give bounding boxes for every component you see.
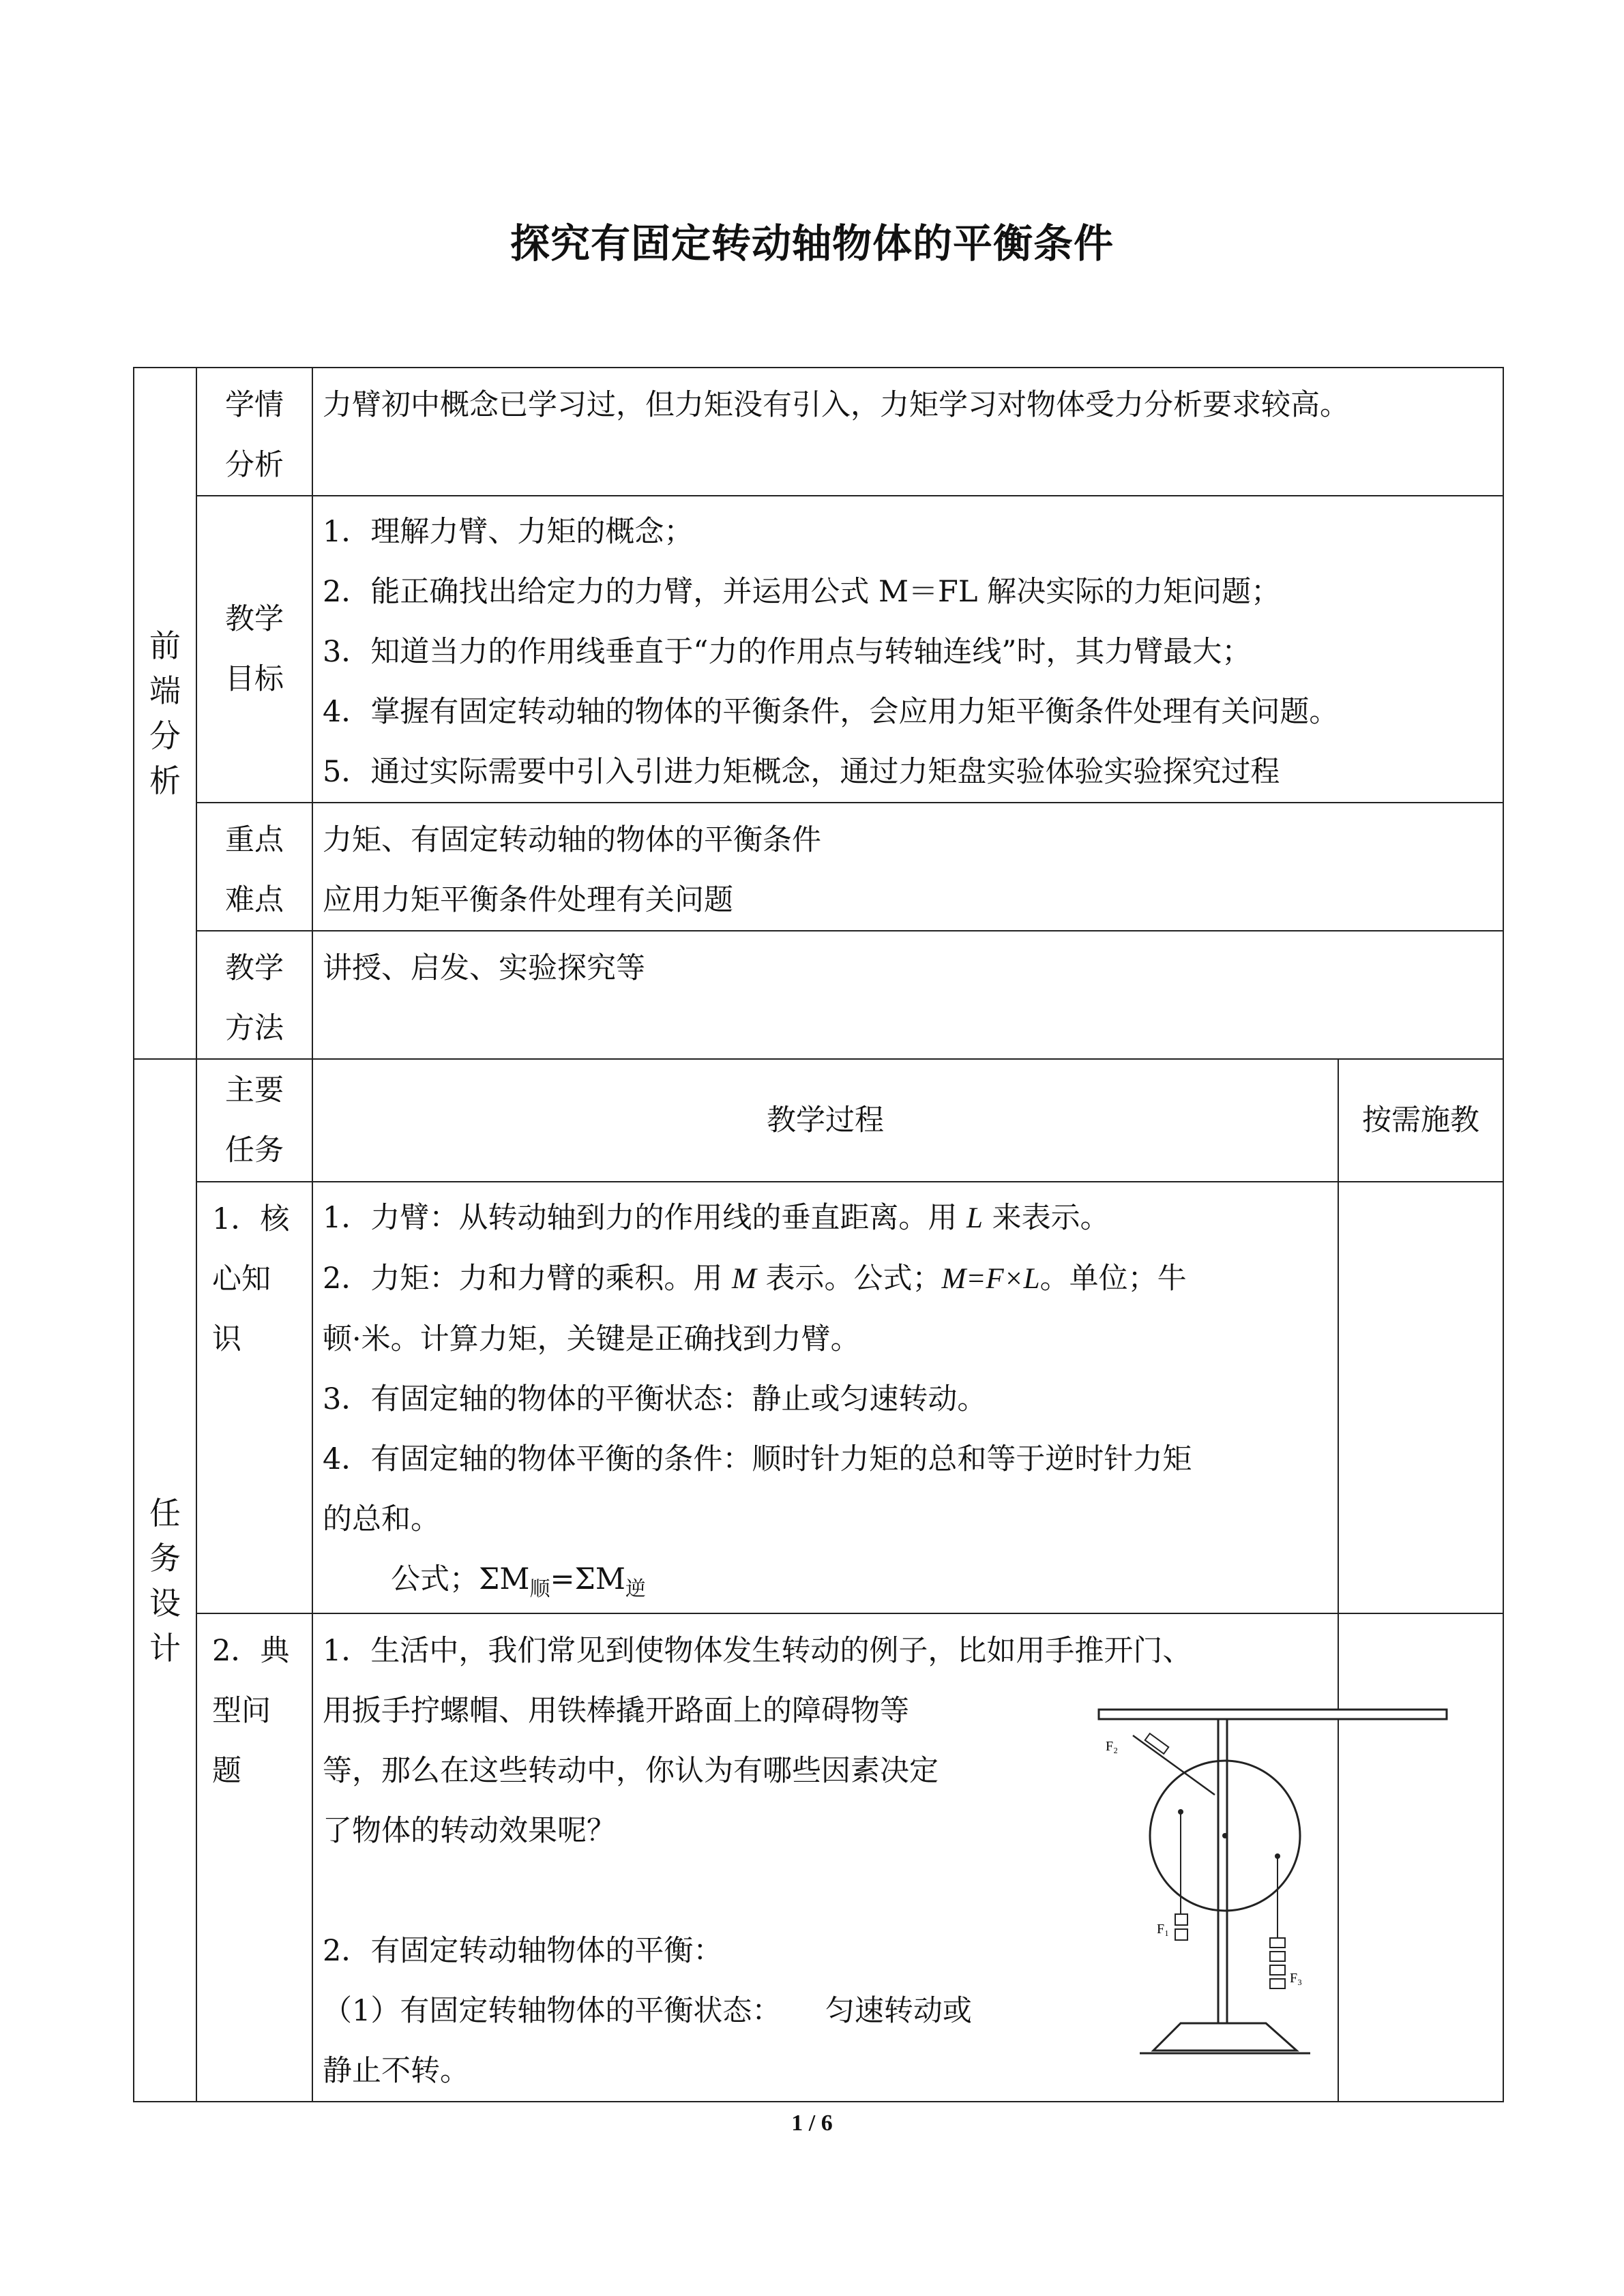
label-line: 难点 bbox=[225, 883, 284, 917]
side-char: 析 bbox=[149, 762, 181, 799]
extra-core-knowledge bbox=[1338, 1182, 1503, 1613]
f3-weight bbox=[1270, 1938, 1285, 1948]
f2-label: F₂ bbox=[1106, 1739, 1119, 1754]
task-line: 型问 bbox=[212, 1694, 271, 1728]
label-teaching-method bbox=[196, 931, 312, 1059]
task-line: 2．典 bbox=[212, 1634, 290, 1668]
row-teaching-method bbox=[134, 931, 1503, 1059]
typical-line: 等，那么在这些转动中，你认为有哪些因素决定 bbox=[323, 1754, 939, 1788]
side-char: 端 bbox=[149, 672, 181, 709]
label-line: 方法 bbox=[225, 1011, 284, 1045]
disk-axis bbox=[1222, 1833, 1228, 1838]
f3-weight bbox=[1270, 1965, 1285, 1975]
side-char: 计 bbox=[149, 1629, 181, 1667]
task-line: 1．核 bbox=[212, 1202, 290, 1236]
f2-spring-scale bbox=[1145, 1733, 1169, 1754]
f3-label: F₃ bbox=[1290, 1971, 1303, 1986]
goal-line: 5．通过实际需要中引入引进力矩概念，通过力矩盘实验体验实验探究过程 bbox=[323, 755, 1280, 789]
content-key-points bbox=[312, 803, 1503, 931]
row-key-points bbox=[134, 803, 1503, 931]
row-section2-header bbox=[134, 1059, 1503, 1182]
task-line: 题 bbox=[212, 1754, 241, 1788]
f3-weight bbox=[1270, 1952, 1285, 1961]
core-line-3: 顿·米。计算力矩，关键是正确找到力臂。 bbox=[323, 1322, 860, 1356]
goal-line: 4．掌握有固定转动轴的物体的平衡条件，会应用力矩平衡条件处理有关问题。 bbox=[323, 695, 1339, 729]
header-main-task bbox=[196, 1059, 312, 1182]
section-label-task-design bbox=[134, 1059, 196, 2102]
label-line: 任务 bbox=[225, 1133, 284, 1167]
label-line: 目标 bbox=[225, 662, 284, 696]
content-teaching-goals bbox=[312, 496, 1503, 803]
top-bar bbox=[1099, 1710, 1447, 1719]
task-line: 识 bbox=[212, 1322, 241, 1356]
row-typical-problem bbox=[134, 1613, 1503, 2102]
content-student-analysis bbox=[312, 368, 1503, 496]
f1-weight bbox=[1175, 1929, 1187, 1940]
label-line: 重点 bbox=[225, 823, 284, 857]
typical-line: 用扳手拧螺帽、用铁棒撬开路面上的障碍物等 bbox=[323, 1694, 909, 1728]
side-char: 分 bbox=[149, 717, 181, 754]
typical-line: （1）有固定转轴物体的平衡状态： 匀速转动或 bbox=[323, 1994, 972, 2028]
f3-weight bbox=[1270, 1979, 1285, 1988]
label-line: 主要 bbox=[225, 1073, 284, 1107]
core-line-4: 3．有固定轴的物体的平衡状态：静止或匀速转动。 bbox=[323, 1382, 987, 1416]
label-key-points bbox=[196, 803, 312, 931]
task-typical-problem bbox=[196, 1613, 312, 2102]
header-as-needed: 按需施教 bbox=[1338, 1059, 1503, 1182]
label-line: 分析 bbox=[225, 448, 284, 482]
typical-line: 静止不转。 bbox=[323, 2054, 469, 2088]
content-teaching-method bbox=[312, 931, 1503, 1059]
typical-line: 2．有固定转动轴物体的平衡： bbox=[323, 1934, 723, 1968]
content-line: 力臂初中概念已学习过，但力矩没有引入，力矩学习对物体受力分析要求较高。 bbox=[323, 388, 1349, 422]
task-line: 心知 bbox=[212, 1262, 271, 1296]
label-student-analysis bbox=[196, 368, 312, 496]
goal-line: 3．知道当力的作用线垂直于“力的作用点与转轴连线”时，其力臂最大； bbox=[323, 635, 1252, 669]
label-line: 教学 bbox=[225, 951, 284, 985]
typical-line: 了物体的转动效果呢？ bbox=[323, 1814, 616, 1848]
lesson-plan-table bbox=[133, 367, 1504, 2102]
label-teaching-goals bbox=[196, 496, 312, 803]
core-line-6: 的总和。 bbox=[323, 1502, 440, 1536]
row-student-analysis bbox=[134, 368, 1503, 496]
page-number: 1 / 6 bbox=[791, 2111, 833, 2136]
content-core-knowledge bbox=[312, 1182, 1338, 1613]
header-teaching-process: 教学过程 bbox=[312, 1059, 1338, 1182]
f1-weight bbox=[1175, 1914, 1187, 1925]
side-char: 任 bbox=[149, 1494, 181, 1532]
content-line: 讲授、启发、实验探究等 bbox=[323, 951, 645, 985]
f1-label: F₁ bbox=[1157, 1922, 1170, 1937]
core-line-5: 4．有固定轴的物体平衡的条件：顺时针力矩的总和等于逆时针力矩 bbox=[323, 1442, 1192, 1476]
core-line-1: 1．力臂：从转动轴到力的作用线的垂直距离。用 L 来表示。 bbox=[323, 1201, 1110, 1235]
row-teaching-goals bbox=[134, 496, 1503, 803]
document-title: 探究有固定转动轴物体的平衡条件 bbox=[510, 220, 1114, 267]
task-core-knowledge bbox=[196, 1182, 312, 1613]
torque-disk-figure bbox=[1092, 1696, 1460, 2078]
side-char: 务 bbox=[149, 1539, 181, 1577]
side-char: 设 bbox=[149, 1584, 181, 1622]
side-char: 前 bbox=[149, 627, 181, 664]
balance-formula: 公式；$\Sigma M_顺=\Sigma M_逆$ bbox=[391, 1562, 646, 1601]
goal-line: 1．理解力臂、力矩的概念； bbox=[323, 515, 694, 549]
goal-line: 2．能正确找出给定力的力臂，并运用公式 M＝FL 解决实际的力矩问题； bbox=[323, 575, 1281, 609]
content-line: 力矩、有固定转动轴的物体的平衡条件 bbox=[323, 823, 821, 857]
label-line: 教学 bbox=[225, 602, 284, 636]
content-typical-problem bbox=[312, 1613, 1338, 2102]
core-line-2: 2．力矩：力和力臂的乘积。用 M 表示。公式；M=F×L。单位；牛 bbox=[323, 1262, 1187, 1296]
row-core-knowledge bbox=[134, 1182, 1503, 1613]
section-label-preliminary bbox=[134, 368, 196, 1059]
label-line: 学情 bbox=[225, 388, 284, 422]
typical-line: 1．生活中，我们常见到使物体发生转动的例子，比如用手推开门、 bbox=[323, 1634, 1192, 1668]
stand-base bbox=[1153, 2023, 1297, 2051]
content-line: 应用力矩平衡条件处理有关问题 bbox=[323, 883, 733, 917]
